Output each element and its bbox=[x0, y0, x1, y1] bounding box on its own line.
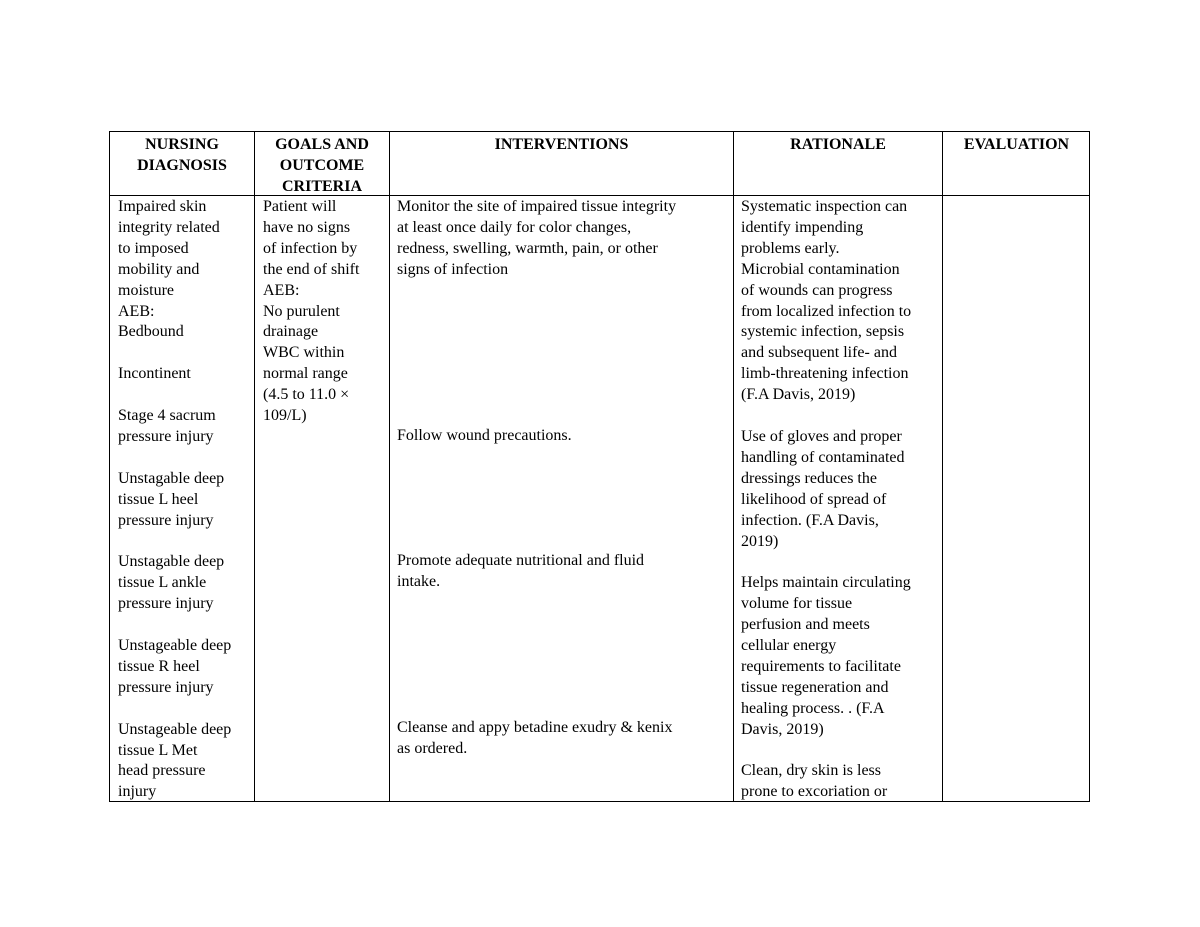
column-divider bbox=[254, 132, 255, 801]
column-divider bbox=[389, 132, 390, 801]
header-evaluation: EVALUATION bbox=[963, 136, 1070, 153]
intervention-item: Promote adequate nutritional and fluid intake. bbox=[397, 552, 645, 590]
header-goals-outcome-criteria: GOALS AND OUTCOME CRITERIA bbox=[275, 136, 369, 195]
column-divider bbox=[733, 132, 734, 801]
intervention-item: Follow wound precautions. bbox=[397, 427, 572, 444]
goals-cell: Patient will have no signs of infection by the end of shift AEB: No purulent drainage WBC within normal range (4.5 to 11.0 × 109/L) bbox=[263, 198, 360, 425]
care-plan-table bbox=[109, 131, 1090, 802]
rationale-cell: Systematic inspection can identify impending problems early. Microbial contamination of wounds can progress from localized infection to systemic infection, sepsis and subsequent life- and limb-threatening infection (F.A Davis, 2019) Use of gloves and proper handling of contaminated dressings reduces the likelihood of spread of infection. (F.A Davis, 2019) Helps maintain circulating volume for tissue perfusion and meets cellular energy requirements to facilitate tissue regeneration and healing process. . (F.A Davis, 2019) Clean, dry skin is less prone to excoriation or bbox=[741, 198, 912, 801]
nursing-diagnosis-cell: Impaired skin integrity related to imposed mobility and moisture AEB: Bedbound Incontinent Stage 4 sacrum pressure injury Unstagable deep tissue L heel pressure injury Unstagable deep tissue L ankle pressure injury Unstageable deep tissue R heel pressure injury Unstageable deep tissue L Met head pressure injury bbox=[118, 198, 232, 801]
column-divider bbox=[942, 132, 943, 801]
intervention-item: Cleanse and appy betadine exudry & kenix as ordered. bbox=[397, 719, 673, 757]
header-rationale: RATIONALE bbox=[790, 136, 886, 153]
header-interventions: INTERVENTIONS bbox=[494, 136, 629, 153]
header-nursing-diagnosis: NURSING DIAGNOSIS bbox=[137, 136, 227, 174]
intervention-item: Monitor the site of impaired tissue integrity at least once daily for color changes, redness, swelling, warmth, pain, or other signs of infection bbox=[397, 198, 677, 278]
